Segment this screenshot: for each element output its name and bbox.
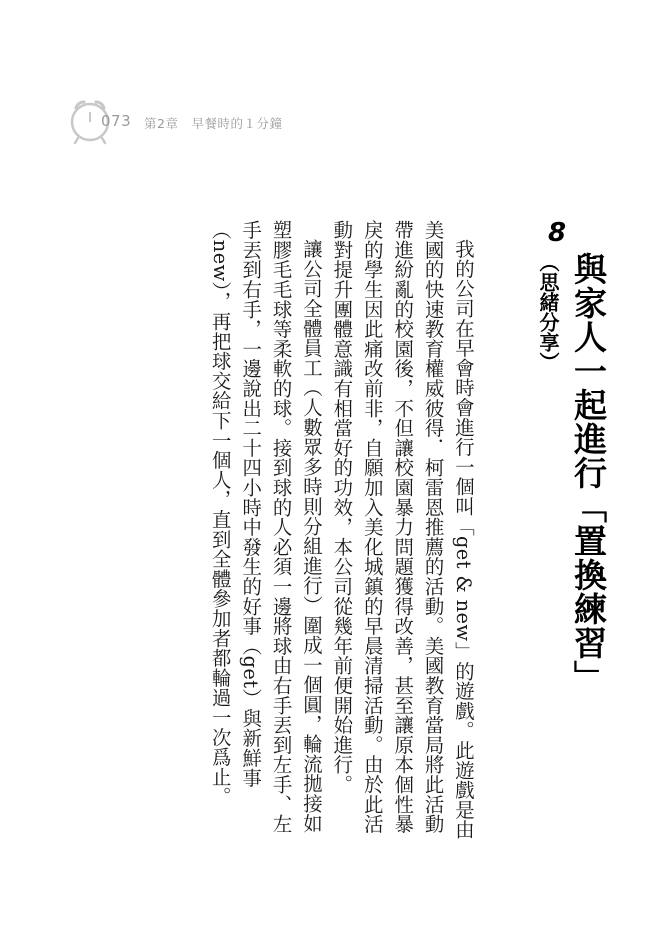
page-header [68,96,368,146]
paragraph-2: 讓公司全體員工（人數眾多時則分組進行）圍成一個圓，輪流拋接如塑膠毛毛球等柔軟的球。接到球的人必須一邊將球由右手丟到左手、左手丟到右手，一邊說出二十四小時中發生的好事（get）與新鮮事（new），再把球交給下一個人，直到全體參加者都輪過一次爲止。 [208,220,323,834]
section-title: 與家人一起進行「置換練習」 [569,252,608,694]
section-number: 8 [547,218,567,248]
section-subtitle: （思緒分享） [536,252,560,372]
section-title-block [528,252,608,694]
paragraph-1: 我的公司在早會時會進行一個叫「get & new」的遊戲。此遊戲是由美國的快速教育權威彼得．柯雷恩推薦的活動。美國教育當局將此活動帶進紛亂的校園後，不但讓校園暴力問題獲得改善，甚至讓原本個性暴戾的學生因此痛改前非，自願加入美化城鎮的早晨清掃活動。由於此活動對提升團體意識有相當好的功效，本公司從幾年前便開始進行。 [330,220,475,840]
chapter-title: 第2章 早餐時的１分鐘 [144,116,283,131]
body-text [150,220,478,840]
page-number: 073 [101,112,132,130]
